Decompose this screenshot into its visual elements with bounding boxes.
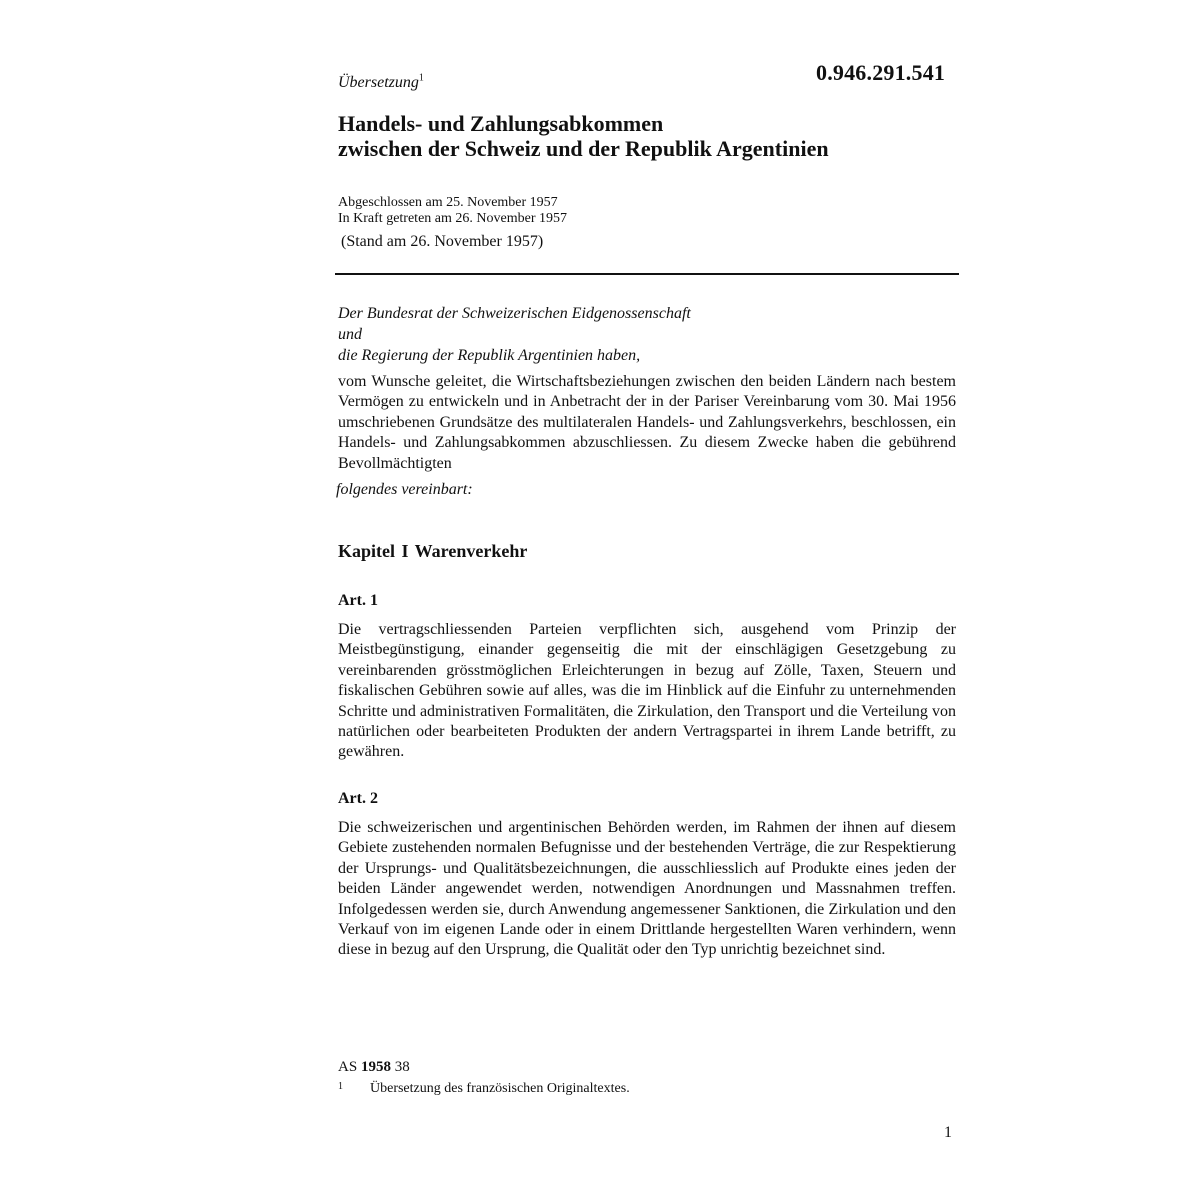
in-force-date: In Kraft getreten am 26. November 1957 [338, 211, 567, 226]
party-connector: und [338, 326, 362, 343]
chapter-heading: Kapitel I Warenverkehr [338, 541, 528, 561]
footnote-text: Übersetzung des französischen Originaltextes. [370, 1081, 630, 1096]
document-title [338, 111, 958, 161]
preamble-parties [338, 303, 691, 366]
party-switzerland: Der Bundesrat der Schweizerischen Eidgenossenschaft [338, 305, 691, 322]
preamble-closing: folgendes vereinbart: [336, 481, 473, 498]
sr-number: 0.946.291.541 [816, 60, 946, 85]
as-prefix: AS [338, 1059, 358, 1075]
header-divider [335, 273, 959, 275]
title-line-2: zwischen der Schweiz und der Republik Argentinien [338, 136, 829, 161]
footnote [338, 1081, 630, 1097]
footnote-mark: 1 [338, 1081, 343, 1092]
date-info [338, 195, 567, 227]
page-number: 1 [944, 1124, 952, 1141]
preamble-body: vom Wunsche geleitet, die Wirtschaftsbeziehungen zwischen den beiden Ländern nach bestem Vermögen zu entwickeln und in Anbetracht der in der Pariser Vereinbarung vom 30. Mai 1956 umschriebenen Grundsätze des multilateralen Handels- und Zahlungsverkehrs, beschlossen, ein Handels- und Zahlungsabkommen abzuschliessen. Zu diesem Zwecke haben die gebührend Bevollmächtigten [338, 373, 956, 472]
article-2-body: Die schweizerischen und argentinischen Behörden werden, im Rahmen der ihnen auf diesem Gebiete zustehenden normalen Befugnisse und der bestehenden Verträge, die zur Respektierung der Ursprungs- und Qualitätsbezeichnungen, die ausschliesslich auf Produkte eines jeden der beiden Länder angewendet werden, notwendigen Anordnungen und Massnahmen treffen. Infolgedessen werden sie, durch Anwendung angemessener Sanktionen, die Zirkulation und den Verkauf von im eigenen Lande oder in einem Drittlande hergestellten Waren verhindern, wenn diese in bezug auf den Ursprung, die Qualität oder den Typ unrichtig bezeichnet sind. [338, 819, 956, 959]
title-line-1: Handels- und Zahlungsabkommen [338, 111, 664, 136]
status-date: (Stand am 26. November 1957) [341, 233, 544, 250]
article-1-heading: Art. 1 [338, 592, 378, 609]
concluded-date: Abgeschlossen am 25. November 1957 [338, 195, 558, 210]
translation-label: Übersetzung [338, 74, 419, 91]
as-page: 38 [394, 1059, 410, 1075]
translation-note [338, 74, 424, 92]
footnote-reference: 1 [418, 72, 424, 84]
article-2-heading: Art. 2 [338, 790, 378, 807]
party-argentina: die Regierung der Republik Argentinien haben, [338, 347, 641, 364]
article-1-body: Die vertragschliessenden Parteien verpflichten sich, ausgehend vom Prinzip der Meistbegünstigung, einander gegenseitig die mit der einschlägigen Gesetzgebung zu vereinbarenden grösstmöglichen Erleichterungen in bezug auf Zölle, Taxen, Steuern und fiskalischen Gebühren sowie auf alles, was die im Hinblick auf die Einfuhr zu unternehmenden Schritte und administrativen Formalitäten, die Zirkulation, den Transport und die Verteilung von natürlichen oder bearbeiteten Produkten der andern Vertragspartei in ihrem Lande betrifft, zu gewähren. [338, 621, 956, 761]
official-collection-reference [338, 1059, 410, 1076]
as-year: 1958 [360, 1059, 391, 1075]
